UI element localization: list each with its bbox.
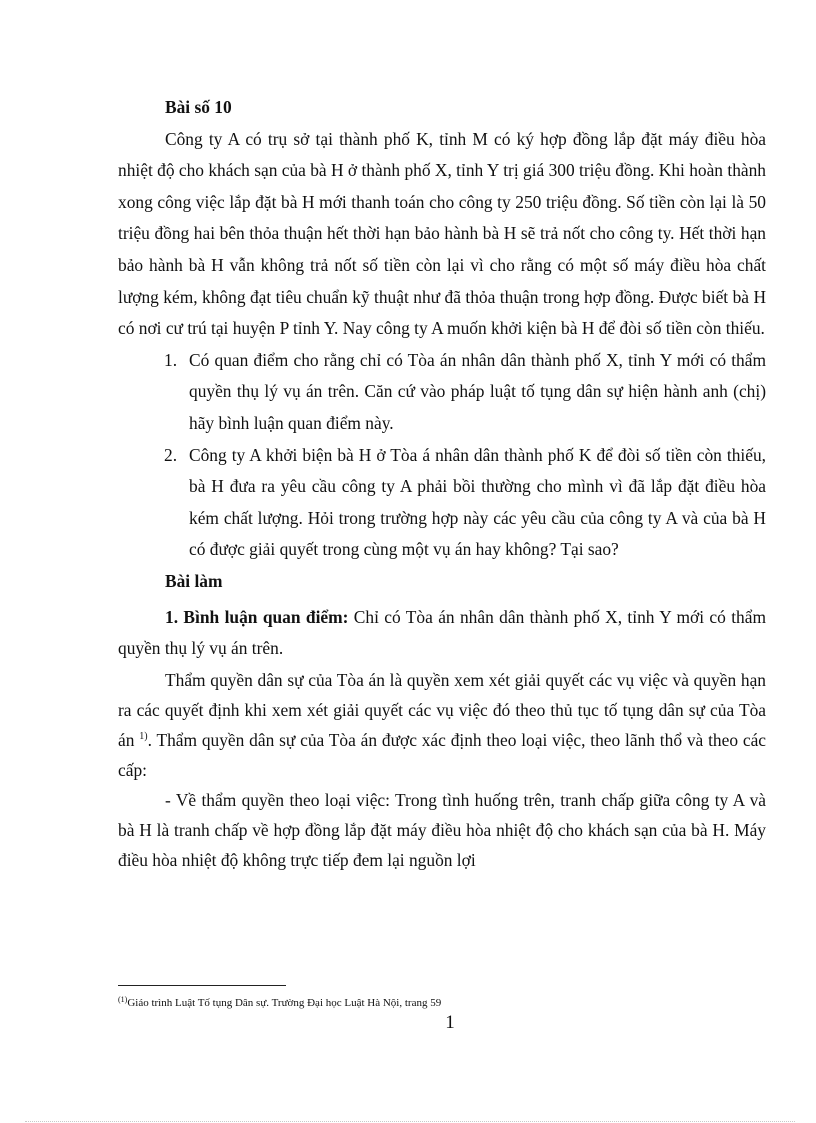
question-text: Công ty A khởi biện bà H ở Tòa á nhân dân thành phố K để đòi số tiền còn thiếu, bà H đưa ra yêu cầu công ty A phải bồi thường cho mình vì đã lắp đặt điều hòa kém chất lượng. Hỏi trong trường hợp này các yêu cầu của công ty A và của bà H có được giải quyết trong cùng một vụ án hay không? Tại sao? [189,444,766,560]
footnote-reference[interactable]: 1) [139,730,148,742]
page-boundary [25,1121,795,1122]
footnote-marker: (1) [118,995,128,1004]
section1-paragraph [118,602,766,665]
problem-paragraph: Công ty A có trụ sở tại thành phố K, tỉnh M có ký hợp đồng lắp đặt máy điều hòa nhiệt độ cho khách sạn của bà H ở thành phố X, tỉnh Y trị giá 300 triệu đồng. Khi hoàn thành xong công việc lắp đặt bà H mới thanh toán cho công ty 250 triệu đồng. Số tiền còn lại là 50 triệu đồng hai bên thỏa thuận hết thời hạn bảo hành bà H sẽ trả nốt cho công ty. Hết thời hạn bảo hành bà H vẫn không trả nốt số tiền còn lại vì cho rằng có một số máy điều hòa chất lượng kém, không đạt tiêu chuẩn kỹ thuật như đã thỏa thuận trong hợp đồng. Được biết bà H có nơi cư trú tại huyện P tỉnh Y. Nay công ty A muốn khởi kiện bà H để đòi số tiền còn thiếu. [118,128,766,339]
exercise-title: Bài số 10 [165,97,232,117]
question-number: 2. [164,444,178,465]
footnote [118,996,441,1010]
section1-heading-rest: Chỉ có Tòa án nhân dân thành phố X, tỉnh Y mới có thẩm quyền thụ lý vụ án trên. [118,606,766,659]
footnote-text: Giáo trình Luật Tố tụng Dân sự. Trường Đại học Luật Hà Nội, trang 59 [127,997,442,1009]
answer-title: Bài làm [165,570,223,591]
question-item [164,345,766,440]
question-item [164,440,766,566]
page-number: 1 [445,1012,455,1033]
question-list [118,345,766,566]
question-text: Có quan điểm cho rằng chỉ có Tòa án nhân dân thành phố X, tỉnh Y mới có thẩm quyền thụ lý vụ án trên. Căn cứ vào pháp luật tố tụng dân sự hiện hành anh (chị) hãy bình luận quan điểm này. [189,349,766,433]
footnote-separator [118,985,286,986]
subject-matter-paragraph: - Về thẩm quyền theo loại việc: Trong tình huống trên, tranh chấp giữa công ty A và bà H là tranh chấp về hợp đồng lắp đặt máy điều hòa nhiệt độ cho khách sạn của bà H. Máy điều hòa nhiệt độ không trực tiếp đem lại nguồn lợi [118,789,766,870]
section1-heading: 1. Bình luận quan điểm: [165,606,349,627]
jurisdiction-text-before: Thẩm quyền dân sự của Tòa án là quyền xem xét giải quyết các vụ việc và quyền hạn ra các quyết định khi xem xét giải quyết các vụ việc đó theo thủ tục tố tụng dân sự của Tòa án [118,669,766,750]
question-number: 1. [164,349,178,370]
page-body [118,92,766,875]
jurisdiction-text-after: . Thẩm quyền dân sự của Tòa án được xác định theo loại việc, theo lãnh thổ và theo các cấp: [118,729,767,780]
jurisdiction-paragraph [118,665,766,785]
